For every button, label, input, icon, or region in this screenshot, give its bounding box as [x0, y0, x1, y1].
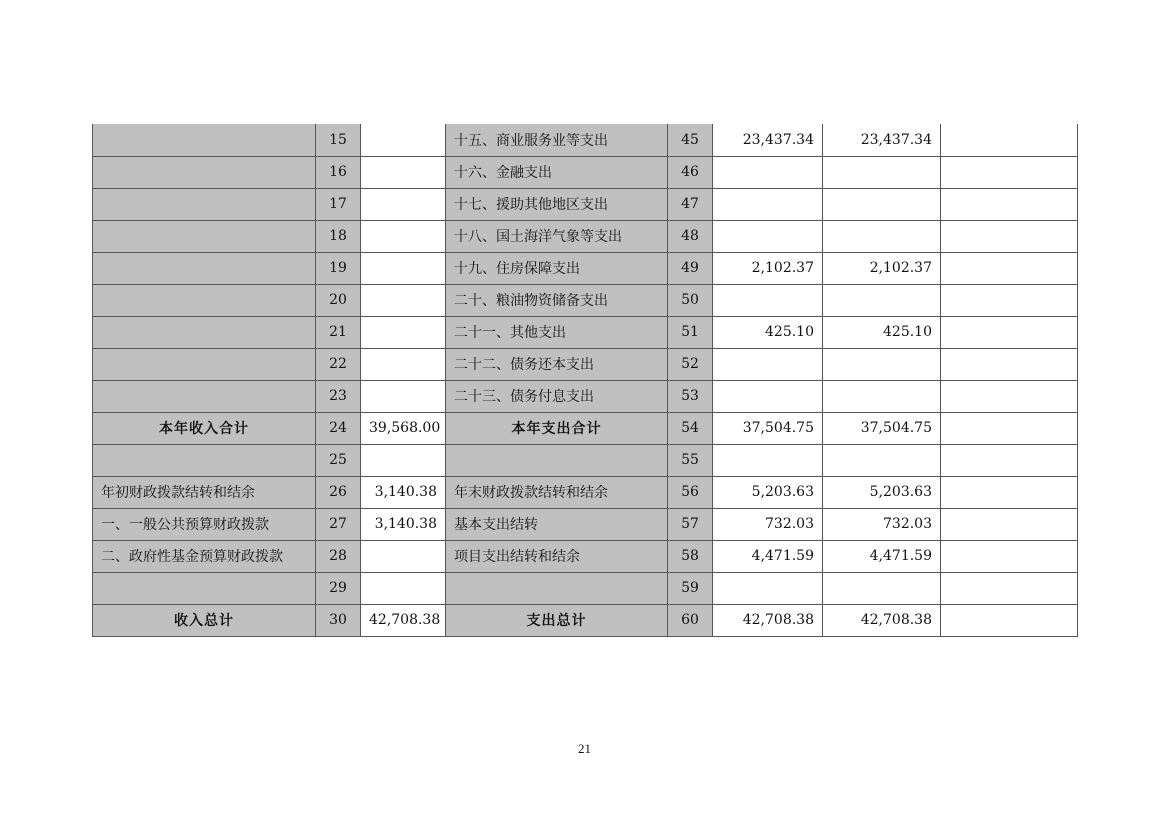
table-row: [93, 476, 1078, 508]
expense-total: 2,102.37: [713, 252, 823, 284]
expense-line-no: 50: [668, 284, 713, 316]
expense-general-budget: [823, 348, 941, 380]
expense-item: 基本支出结转: [446, 508, 668, 540]
expense-fund-budget: [941, 572, 1078, 604]
table-row: [93, 284, 1078, 316]
expense-fund-budget: [941, 476, 1078, 508]
income-subtotal-label: 本年收入合计: [93, 412, 316, 444]
expense-fund-budget: [941, 444, 1078, 476]
expense-item: 二十一、其他支出: [446, 316, 668, 348]
expense-general-budget: 23,437.34: [823, 124, 941, 156]
table-row: [93, 252, 1078, 284]
income-amount: 3,140.38: [361, 508, 446, 540]
expense-line-no: 45: [668, 124, 713, 156]
expense-total: 37,504.75: [713, 412, 823, 444]
expense-fund-budget: [941, 156, 1078, 188]
expense-line-no: 55: [668, 444, 713, 476]
table-row-grand-total: [93, 604, 1078, 636]
table-row: [93, 540, 1078, 572]
expense-total: 23,437.34: [713, 124, 823, 156]
expense-item: 十五、商业服务业等支出: [446, 124, 668, 156]
income-item: 一、一般公共预算财政拨款: [93, 508, 316, 540]
income-line-no: 16: [316, 156, 361, 188]
expense-general-budget: [823, 284, 941, 316]
income-line-no: 19: [316, 252, 361, 284]
expense-fund-budget: [941, 188, 1078, 220]
expense-line-no: 58: [668, 540, 713, 572]
expense-fund-budget: [941, 380, 1078, 412]
table-row: [93, 188, 1078, 220]
expense-item: 年末财政拨款结转和结余: [446, 476, 668, 508]
income-amount: 39,568.00: [361, 412, 446, 444]
expense-line-no: 46: [668, 156, 713, 188]
income-line-no: 24: [316, 412, 361, 444]
income-line-no: 21: [316, 316, 361, 348]
table-row: [93, 572, 1078, 604]
income-line-no: 30: [316, 604, 361, 636]
income-amount: [361, 348, 446, 380]
expense-item: 二十、粮油物资储备支出: [446, 284, 668, 316]
income-line-no: 27: [316, 508, 361, 540]
income-line-no: 25: [316, 444, 361, 476]
expense-total: 5,203.63: [713, 476, 823, 508]
expense-total: 42,708.38: [713, 604, 823, 636]
income-item: [93, 572, 316, 604]
expense-item: [446, 444, 668, 476]
expense-subtotal-label: 本年支出合计: [446, 412, 668, 444]
income-amount: [361, 156, 446, 188]
table-row: [93, 380, 1078, 412]
expense-item: 十七、援助其他地区支出: [446, 188, 668, 220]
expense-line-no: 53: [668, 380, 713, 412]
table-row: [93, 220, 1078, 252]
income-item: [93, 380, 316, 412]
income-line-no: 28: [316, 540, 361, 572]
income-item: [93, 284, 316, 316]
income-line-no: 26: [316, 476, 361, 508]
expense-line-no: 59: [668, 572, 713, 604]
expense-total: 425.10: [713, 316, 823, 348]
expense-fund-budget: [941, 412, 1078, 444]
income-amount: [361, 540, 446, 572]
table-row: [93, 156, 1078, 188]
expense-line-no: 56: [668, 476, 713, 508]
expense-general-budget: 732.03: [823, 508, 941, 540]
expense-line-no: 49: [668, 252, 713, 284]
budget-table: [92, 124, 1078, 637]
income-amount: [361, 572, 446, 604]
expense-fund-budget: [941, 348, 1078, 380]
expense-fund-budget: [941, 604, 1078, 636]
expense-fund-budget: [941, 284, 1078, 316]
income-line-no: 20: [316, 284, 361, 316]
expense-fund-budget: [941, 220, 1078, 252]
income-amount: [361, 220, 446, 252]
expense-general-budget: [823, 380, 941, 412]
expense-total: [713, 156, 823, 188]
expense-general-budget: [823, 220, 941, 252]
expense-total: [713, 188, 823, 220]
expense-grand-total-label: 支出总计: [446, 604, 668, 636]
income-amount: [361, 284, 446, 316]
expense-total: [713, 284, 823, 316]
income-item: 二、政府性基金预算财政拨款: [93, 540, 316, 572]
expense-general-budget: [823, 156, 941, 188]
expense-fund-budget: [941, 540, 1078, 572]
income-line-no: 18: [316, 220, 361, 252]
expense-fund-budget: [941, 316, 1078, 348]
income-amount: [361, 188, 446, 220]
income-amount: [361, 444, 446, 476]
expense-item: 项目支出结转和结余: [446, 540, 668, 572]
expense-total: 4,471.59: [713, 540, 823, 572]
expense-line-no: 51: [668, 316, 713, 348]
expense-fund-budget: [941, 252, 1078, 284]
expense-item: 二十二、债务还本支出: [446, 348, 668, 380]
income-item: 年初财政拨款结转和结余: [93, 476, 316, 508]
expense-item: 十六、金融支出: [446, 156, 668, 188]
table-row: [93, 348, 1078, 380]
expense-fund-budget: [941, 508, 1078, 540]
expense-general-budget: 2,102.37: [823, 252, 941, 284]
expense-item: 十九、住房保障支出: [446, 252, 668, 284]
income-amount: [361, 124, 446, 156]
expense-general-budget: [823, 188, 941, 220]
expense-general-budget: 37,504.75: [823, 412, 941, 444]
income-item: [93, 348, 316, 380]
expense-general-budget: 4,471.59: [823, 540, 941, 572]
expense-total: [713, 348, 823, 380]
expense-total: 732.03: [713, 508, 823, 540]
expense-general-budget: 42,708.38: [823, 604, 941, 636]
income-line-no: 23: [316, 380, 361, 412]
income-amount: 3,140.38: [361, 476, 446, 508]
income-amount: [361, 316, 446, 348]
expense-line-no: 52: [668, 348, 713, 380]
expense-general-budget: 425.10: [823, 316, 941, 348]
income-item: [93, 156, 316, 188]
expense-line-no: 54: [668, 412, 713, 444]
income-item: [93, 220, 316, 252]
expense-item: 十八、国土海洋气象等支出: [446, 220, 668, 252]
page-number: 21: [578, 741, 591, 756]
expense-line-no: 48: [668, 220, 713, 252]
income-item: [93, 444, 316, 476]
income-grand-total-label: 收入总计: [93, 604, 316, 636]
table-row: [93, 444, 1078, 476]
income-line-no: 29: [316, 572, 361, 604]
income-amount: [361, 380, 446, 412]
expense-line-no: 60: [668, 604, 713, 636]
expense-general-budget: 5,203.63: [823, 476, 941, 508]
expense-total: [713, 220, 823, 252]
expense-general-budget: [823, 572, 941, 604]
table-row: [93, 124, 1078, 156]
expense-total: [713, 572, 823, 604]
income-line-no: 22: [316, 348, 361, 380]
expense-item: [446, 572, 668, 604]
expense-line-no: 57: [668, 508, 713, 540]
income-item: [93, 124, 316, 156]
table-row: [93, 508, 1078, 540]
income-item: [93, 316, 316, 348]
income-item: [93, 188, 316, 220]
expense-total: [713, 444, 823, 476]
expense-line-no: 47: [668, 188, 713, 220]
expense-general-budget: [823, 444, 941, 476]
table-row-subtotal: [93, 412, 1078, 444]
income-amount: 42,708.38: [361, 604, 446, 636]
income-item: [93, 252, 316, 284]
expense-fund-budget: [941, 124, 1078, 156]
table-row: [93, 316, 1078, 348]
income-line-no: 15: [316, 124, 361, 156]
income-line-no: 17: [316, 188, 361, 220]
expense-total: [713, 380, 823, 412]
income-amount: [361, 252, 446, 284]
table-body: [93, 124, 1078, 636]
expense-item: 二十三、债务付息支出: [446, 380, 668, 412]
